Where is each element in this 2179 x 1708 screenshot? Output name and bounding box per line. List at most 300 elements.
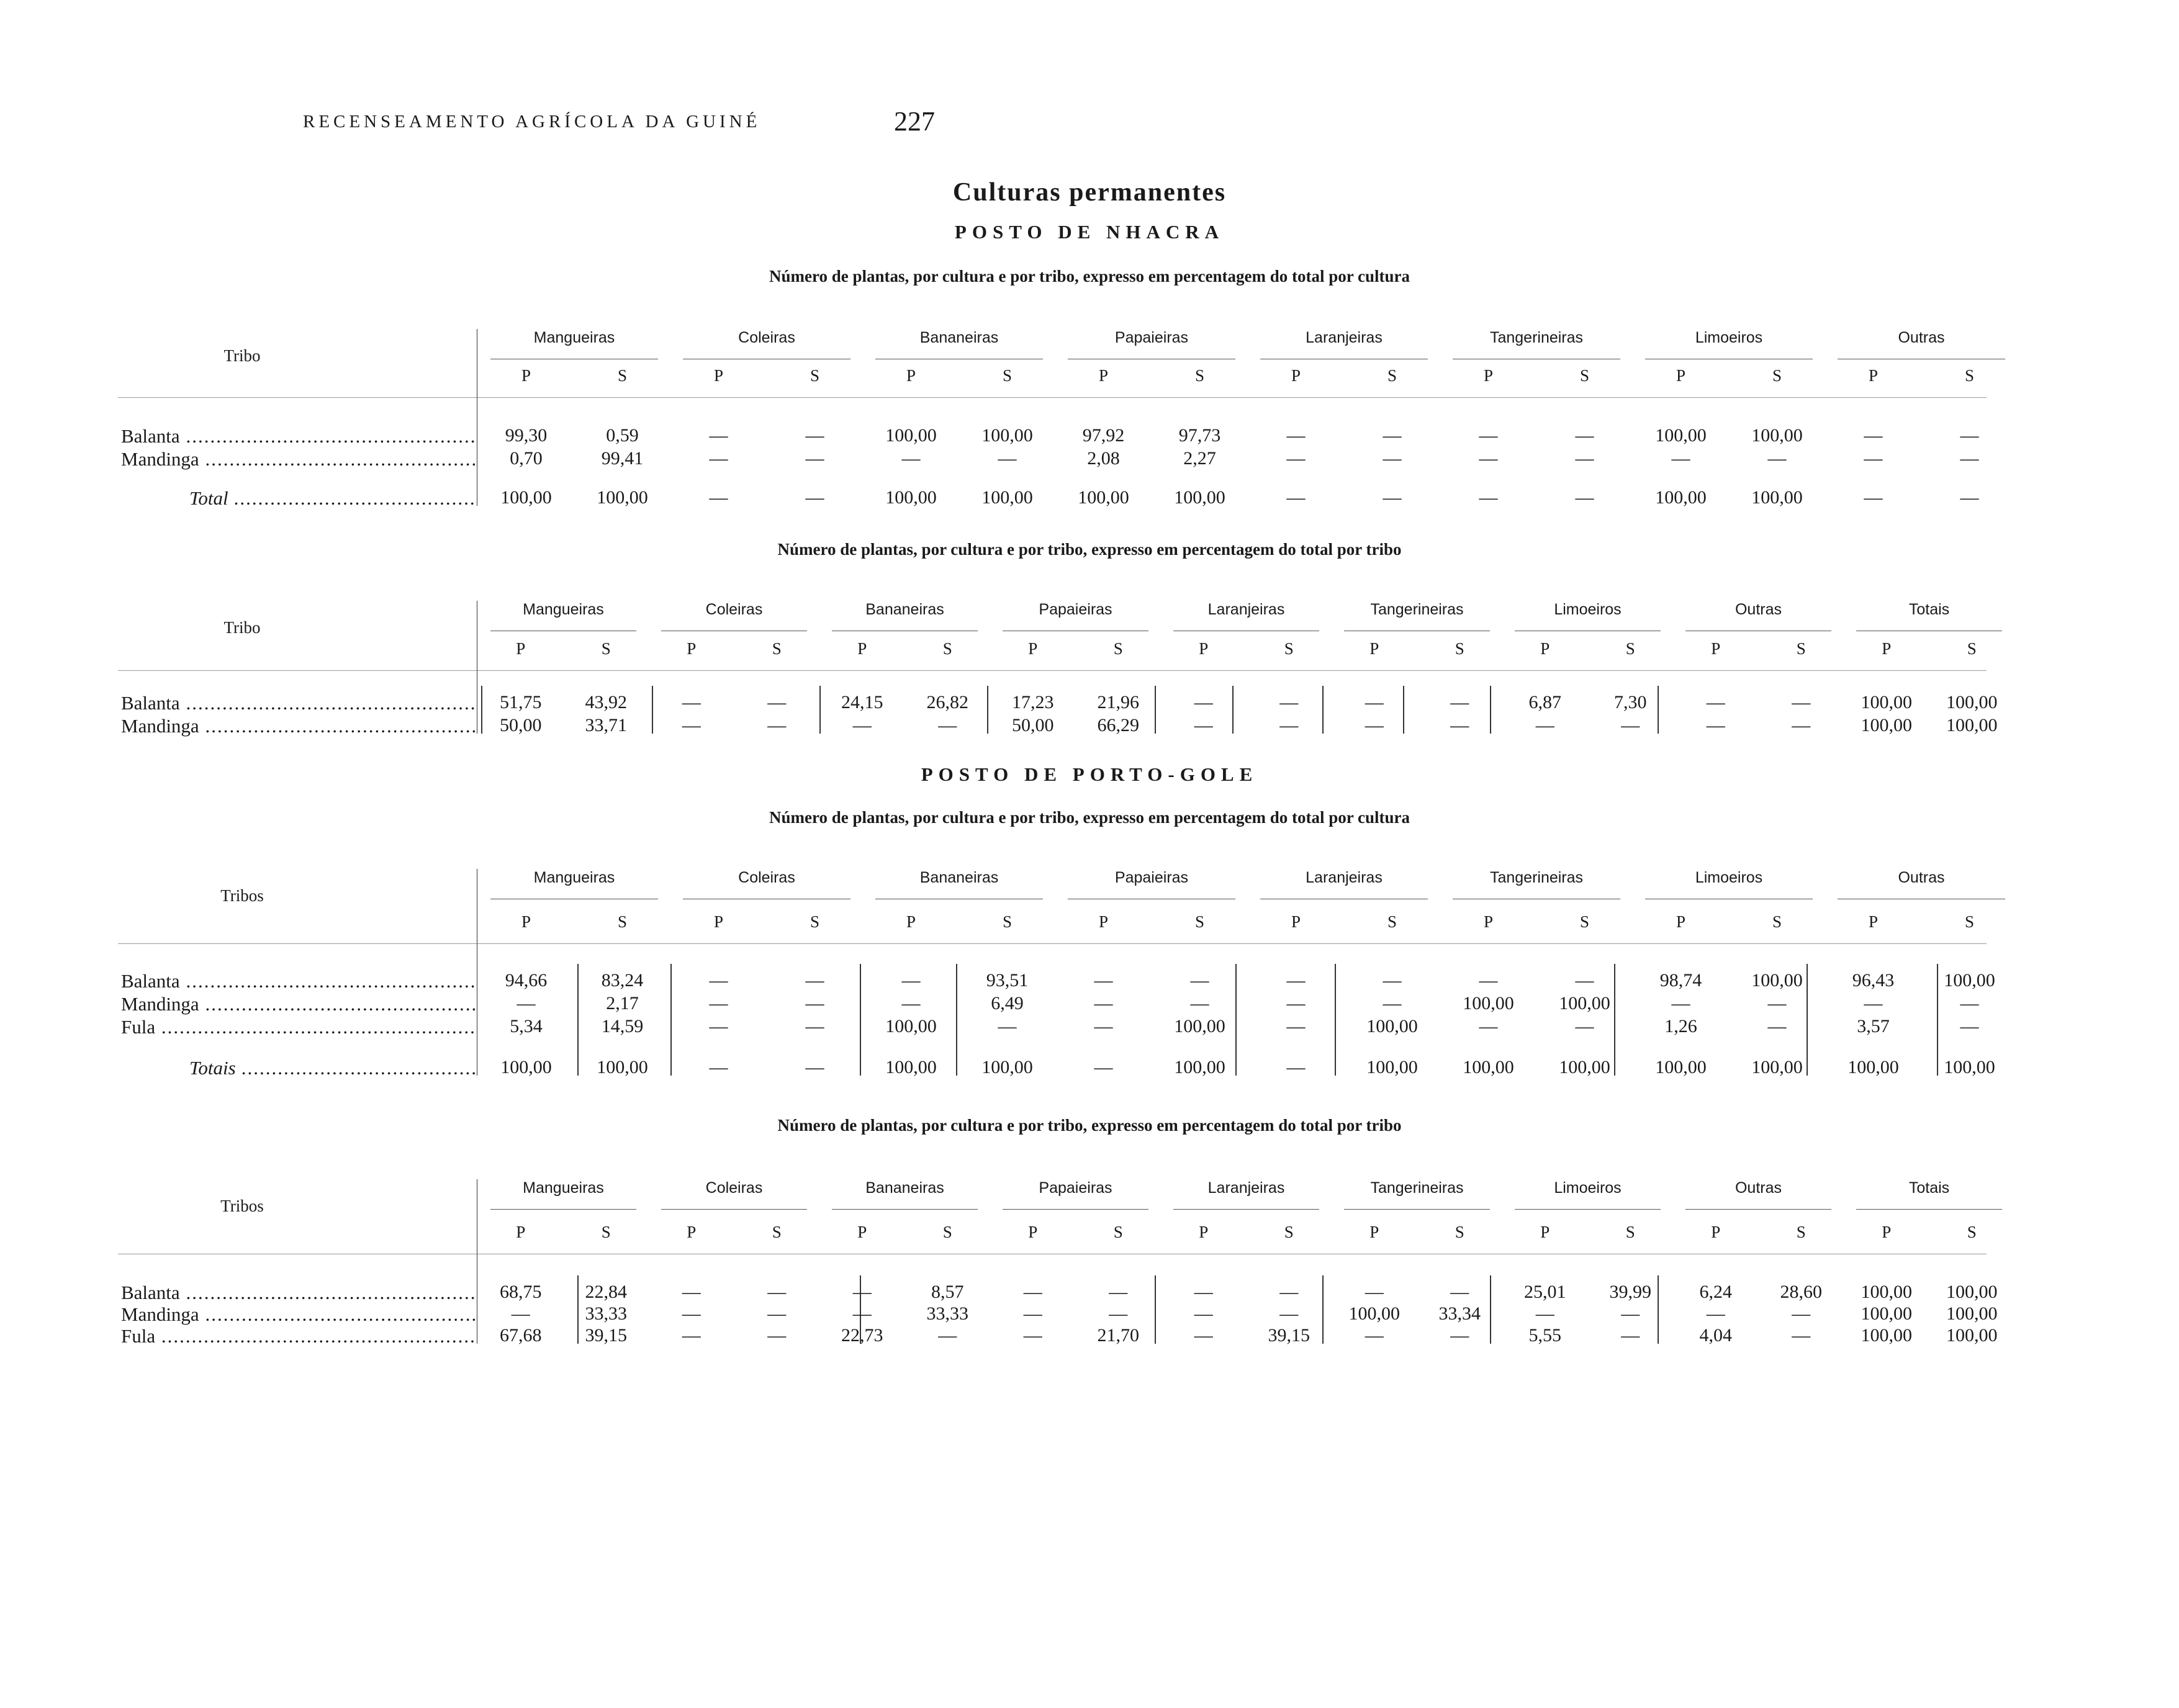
table-cell: — [682, 1282, 701, 1302]
p-header: P [687, 1223, 697, 1241]
table-cell: — [998, 1016, 1017, 1036]
table-cell: — [1279, 692, 1299, 712]
table-cell: 0,70 [510, 448, 543, 469]
s-header: S [1625, 639, 1635, 658]
table-cell: — [1190, 970, 1209, 991]
table-cell: — [1023, 1325, 1042, 1346]
p-header: P [1676, 366, 1686, 385]
table-cell: — [1094, 993, 1113, 1014]
table-cell: — [1365, 1282, 1384, 1302]
p-header: P [1098, 912, 1109, 931]
header-bottom-rule [118, 670, 1987, 671]
table-cell: — [709, 448, 728, 469]
row-label: Mandinga ..... [121, 1303, 475, 1326]
table-cell: — [1094, 970, 1113, 991]
s-header: S [810, 912, 820, 931]
table-cell: — [767, 715, 787, 735]
s-header: S [1455, 639, 1464, 658]
table-cell: — [1109, 1282, 1128, 1302]
table-cell: 7,30 [1614, 692, 1647, 712]
table-cell: — [1621, 1303, 1640, 1324]
p-header: P [1199, 639, 1209, 658]
table-cell: 43,92 [585, 692, 627, 712]
table-cell: 100,00 [1174, 1057, 1225, 1077]
s-header: S [1113, 639, 1123, 658]
tribo-header: Tribos [220, 1197, 264, 1215]
table-cell: 96,43 [1852, 970, 1895, 991]
table-cell: 100,00 [1078, 487, 1129, 508]
table-cell: — [1671, 993, 1690, 1014]
table-cell: — [767, 1282, 787, 1302]
table-cell: 28,60 [1780, 1282, 1822, 1302]
table-cell: — [1279, 1303, 1299, 1324]
table-cell: 100,00 [1348, 1303, 1400, 1324]
table-cell: 39,15 [585, 1325, 627, 1346]
table-cell: — [901, 993, 921, 1014]
table-cell: — [767, 1325, 787, 1346]
table-cell: — [805, 993, 824, 1014]
table-cell: — [1706, 715, 1725, 735]
row-label: Mandinga ..... [121, 715, 475, 737]
culture-header: Laranjeiras [1207, 601, 1285, 618]
table-cell: — [709, 1016, 728, 1036]
table-cell: — [1450, 1325, 1469, 1346]
table-cell: — [1194, 715, 1213, 735]
table-cell: 68,75 [500, 1282, 542, 1302]
table-cell: 26,82 [926, 692, 968, 712]
culture-header: Papaieiras [1114, 869, 1189, 886]
table-cell: 100,00 [1366, 1016, 1418, 1036]
table-cell: 100,00 [1655, 487, 1707, 508]
row-label: Balanta ..... [121, 692, 475, 714]
table-cell: — [1621, 715, 1640, 735]
table-cell: 6,87 [1528, 692, 1561, 712]
table-cell: 2,17 [606, 993, 639, 1014]
s-header: S [942, 639, 952, 658]
table-cell: 100,00 [1751, 425, 1803, 446]
table-cell: 100,00 [1946, 692, 1998, 712]
table-cell: — [709, 487, 728, 508]
table-cell: — [1383, 970, 1402, 991]
header-rule [661, 1209, 807, 1210]
p-header: P [1882, 639, 1892, 658]
table-cell: — [1864, 448, 1883, 469]
table-cell: 100,00 [500, 1057, 552, 1077]
table-cell: — [1575, 970, 1594, 991]
culture-header: Papaieiras [1039, 601, 1112, 618]
table-cell: 5,55 [1528, 1325, 1561, 1346]
s-header: S [1002, 912, 1013, 931]
table-cell: — [1023, 1303, 1042, 1324]
table-cell: 99,30 [505, 425, 548, 446]
row-label: Balanta ..... [121, 1282, 475, 1304]
culture-header: Limoeiros [1554, 1179, 1622, 1197]
table-cell: — [1960, 993, 1979, 1014]
table-cell: — [1023, 1282, 1042, 1302]
s-header: S [1579, 912, 1590, 931]
culture-header: Laranjeiras [1207, 1179, 1285, 1197]
table-cell: 50,00 [500, 715, 542, 735]
table-cell: 100,00 [1861, 692, 1912, 712]
culture-header: Limoeiros [1695, 869, 1763, 886]
tribo-header: Tribo [223, 346, 261, 365]
p-header: P [1882, 1223, 1892, 1241]
table-cell: 100,00 [885, 425, 937, 446]
table-cell: — [1450, 1282, 1469, 1302]
p-header: P [1711, 1223, 1721, 1241]
s-header: S [810, 366, 820, 385]
table-cell: 100,00 [597, 1057, 648, 1077]
s-header: S [1194, 912, 1205, 931]
table-cell: — [1365, 692, 1384, 712]
table-cell: — [1767, 1016, 1787, 1036]
table-cell: — [767, 692, 787, 712]
p-header: P [1483, 366, 1494, 385]
table-cell: 22,73 [841, 1325, 883, 1346]
table-cell: 100,00 [1559, 1057, 1610, 1077]
header-rule [1685, 1209, 1831, 1210]
table-cell: 100,00 [597, 487, 648, 508]
table-cell: 100,00 [1861, 715, 1912, 735]
table-cell: 66,29 [1097, 715, 1139, 735]
s-header: S [1625, 1223, 1635, 1241]
table-cell: — [805, 970, 824, 991]
header-rule [832, 1209, 978, 1210]
table-cell: 100,00 [1944, 1057, 1995, 1077]
culture-header: Outras [1898, 329, 1945, 346]
header-rule [1344, 1209, 1490, 1210]
p-header: P [1028, 1223, 1038, 1241]
culture-header: Outras [1735, 1179, 1782, 1197]
table-cell: — [805, 487, 824, 508]
culture-header: Mangueiras [533, 869, 615, 886]
table-cell: — [1767, 993, 1787, 1014]
table-cell: 100,00 [885, 487, 937, 508]
p-header: P [1868, 912, 1879, 931]
table-cell: 100,00 [1861, 1303, 1912, 1324]
header-bottom-rule [118, 943, 1987, 944]
table-cell: 100,00 [1559, 993, 1610, 1014]
table-cell: 2,08 [1087, 448, 1120, 469]
table-cell: 97,73 [1178, 425, 1221, 446]
s-header: S [1772, 912, 1782, 931]
table-cell: — [682, 1303, 701, 1324]
row-label: Mandinga ..... [121, 993, 475, 1015]
row-label: Fula ..... [121, 1016, 475, 1038]
table-cell: — [1864, 425, 1883, 446]
table-cell: 33,33 [926, 1303, 968, 1324]
culture-header: Totais [1908, 601, 1950, 618]
table-cell: — [1575, 448, 1594, 469]
table-cell: — [1792, 692, 1811, 712]
p-header: P [687, 639, 697, 658]
table-cell: 2,27 [1183, 448, 1216, 469]
table-cell: — [1575, 487, 1594, 508]
culture-header: Mangueiras [533, 329, 615, 346]
table-cell: 21,96 [1097, 692, 1139, 712]
culture-header: Coleiras [738, 869, 795, 886]
table-cell: — [511, 1303, 530, 1324]
table-cell: 39,15 [1268, 1325, 1310, 1346]
table-cell: — [805, 425, 824, 446]
table-cell: — [1575, 1016, 1594, 1036]
table-cell: 100,00 [1944, 970, 1995, 991]
table-cell: — [1383, 425, 1402, 446]
table-cell: — [805, 1016, 824, 1036]
table-cell: 3,57 [1857, 1016, 1890, 1036]
table-cell: — [1383, 448, 1402, 469]
table-cell: — [1279, 715, 1299, 735]
table-cell: — [852, 1282, 872, 1302]
culture-header: Papaieiras [1039, 1179, 1112, 1197]
table-cell: — [1671, 448, 1690, 469]
row-label: Mandinga ..... [121, 448, 475, 470]
row-label: Balanta ..... [121, 970, 475, 992]
s-header: S [1967, 639, 1977, 658]
p-header: P [713, 366, 724, 385]
culture-header: Coleiras [738, 329, 795, 346]
table-cell: 1,26 [1664, 1016, 1697, 1036]
table-cell: — [1960, 448, 1979, 469]
s-header: S [1284, 639, 1294, 658]
p-header: P [713, 912, 724, 931]
table-cell: — [1535, 715, 1554, 735]
p-header: P [857, 1223, 867, 1241]
s-header: S [1387, 366, 1397, 385]
s-header: S [772, 1223, 782, 1241]
p-header: P [1868, 366, 1879, 385]
table-subtitle: Número de plantas, por cultura e por tribo, expresso em percentagem do total por cultura [769, 808, 1410, 827]
table-cell: 93,51 [986, 970, 1029, 991]
p-header: P [521, 912, 531, 931]
table-cell: 4,04 [1699, 1325, 1732, 1346]
table-cell: — [1706, 692, 1725, 712]
table-cell: 14,59 [601, 1016, 644, 1036]
row-label: Totais ..... [121, 1057, 475, 1079]
table-cell: — [998, 448, 1017, 469]
s-header: S [1796, 1223, 1806, 1241]
s-header: S [1002, 366, 1013, 385]
table-cell: — [1621, 1325, 1640, 1346]
s-header: S [601, 639, 611, 658]
p-header: P [1540, 639, 1550, 658]
s-header: S [772, 639, 782, 658]
table-cell: — [805, 448, 824, 469]
table-cell: 100,00 [885, 1057, 937, 1077]
table-cell: 100,00 [981, 1057, 1033, 1077]
table-cell: 6,24 [1699, 1282, 1732, 1302]
table-cell: 100,00 [1946, 1325, 1998, 1346]
culture-header: Outras [1735, 601, 1782, 618]
table-cell: 97,92 [1082, 425, 1125, 446]
table-cell: — [1365, 1325, 1384, 1346]
header-bottom-rule [118, 397, 1987, 398]
table-cell: 50,00 [1012, 715, 1054, 735]
table-cell: — [1792, 715, 1811, 735]
table-cell: — [1575, 425, 1594, 446]
tribo-header: Tribo [223, 618, 261, 637]
row-label: Total ..... [121, 487, 475, 510]
table-cell: — [709, 993, 728, 1014]
culture-header: Mangueiras [523, 1179, 604, 1197]
culture-header: Bananeiras [865, 601, 944, 618]
s-header: S [601, 1223, 611, 1241]
p-header: P [516, 639, 526, 658]
table-cell: — [1094, 1057, 1113, 1077]
table-cell: — [1194, 1325, 1213, 1346]
header-rule [1003, 1209, 1148, 1210]
p-header: P [1291, 366, 1301, 385]
p-header: P [857, 639, 867, 658]
table-cell: 25,01 [1524, 1282, 1566, 1302]
culture-header: Totais [1908, 1179, 1950, 1197]
table-cell: — [767, 1303, 787, 1324]
culture-header: Laranjeiras [1306, 869, 1383, 886]
table-cell: 94,66 [505, 970, 548, 991]
table-cell: 100,00 [1861, 1325, 1912, 1346]
table-cell: — [1479, 448, 1498, 469]
s-header: S [617, 366, 628, 385]
table-cell: 33,34 [1438, 1303, 1481, 1324]
table-cell: — [1960, 487, 1979, 508]
table-cell: — [1792, 1325, 1811, 1346]
table-cell: 100,00 [1463, 1057, 1514, 1077]
table-cell: — [1194, 1303, 1213, 1324]
table-cell: — [1094, 1016, 1113, 1036]
table-cell: — [1286, 993, 1306, 1014]
s-header: S [1194, 366, 1205, 385]
table-cell: 98,74 [1659, 970, 1702, 991]
table-cell: — [901, 970, 921, 991]
table-cell: 100,00 [1946, 1282, 1998, 1302]
table-cell: 100,00 [981, 487, 1033, 508]
table-cell: 100,00 [1463, 993, 1514, 1014]
table-cell: 100,00 [1847, 1057, 1899, 1077]
p-header: P [906, 912, 916, 931]
row-label: Balanta ..... [121, 425, 475, 447]
table-cell: — [1194, 1282, 1213, 1302]
table-cell: 100,00 [1366, 1057, 1418, 1077]
p-header: P [1369, 639, 1379, 658]
table-cell: 100,00 [1655, 425, 1707, 446]
p-header: P [1676, 912, 1686, 931]
culture-header: Coleiras [705, 1179, 763, 1197]
culture-header: Tangerineiras [1489, 329, 1584, 346]
table-subtitle: Número de plantas, por cultura e por tribo, expresso em percentagem do total por cultura [769, 267, 1410, 285]
posto-title: POSTO DE NHACRA [954, 221, 1225, 243]
table-cell: — [1479, 487, 1498, 508]
page-title: Culturas permanentes [952, 178, 1227, 207]
table-cell: — [852, 1303, 872, 1324]
table-cell: — [709, 425, 728, 446]
table-cell: — [938, 715, 957, 735]
header-rule [1515, 1209, 1661, 1210]
header-rule [490, 1209, 636, 1210]
table-cell: 51,75 [500, 692, 542, 712]
table-cell: — [1479, 970, 1498, 991]
table-cell: — [1479, 425, 1498, 446]
culture-header: Laranjeiras [1306, 329, 1383, 346]
table-cell: 67,68 [500, 1325, 542, 1346]
table-cell: — [1383, 487, 1402, 508]
table-cell: 83,24 [601, 970, 644, 991]
table-cell: 100,00 [500, 487, 552, 508]
table-cell: — [1286, 425, 1306, 446]
table-cell: — [1286, 487, 1306, 508]
table-cell: — [1286, 1057, 1306, 1077]
table-cell: 100,00 [1946, 715, 1998, 735]
tribo-header: Tribos [220, 886, 264, 905]
table-cell: 100,00 [1751, 970, 1803, 991]
table-cell: 33,71 [585, 715, 627, 735]
table-cell: 100,00 [1751, 487, 1803, 508]
p-header: P [516, 1223, 526, 1241]
s-header: S [1964, 912, 1975, 931]
table-cell: 100,00 [1174, 1016, 1225, 1036]
s-header: S [942, 1223, 952, 1241]
culture-header: Mangueiras [523, 601, 604, 618]
culture-header: Papaieiras [1114, 329, 1189, 346]
table-cell: — [1190, 993, 1209, 1014]
table-cell: — [517, 993, 536, 1014]
table-cell: 33,33 [585, 1303, 627, 1324]
p-header: P [906, 366, 916, 385]
table-cell: — [1767, 448, 1787, 469]
table-cell: — [1960, 425, 1979, 446]
culture-header: Limoeiros [1695, 329, 1763, 346]
header-rule [1856, 1209, 2002, 1210]
table-cell: 6,49 [991, 993, 1024, 1014]
culture-header: Bananeiras [919, 869, 999, 886]
table-cell: 100,00 [885, 1016, 937, 1036]
s-header: S [1455, 1223, 1464, 1241]
p-header: P [1711, 639, 1721, 658]
table-cell: — [805, 1057, 824, 1077]
row-label: Fula ..... [121, 1325, 475, 1347]
table-cell: — [1960, 1016, 1979, 1036]
s-header: S [1113, 1223, 1123, 1241]
table-cell: — [938, 1325, 957, 1346]
culture-header: Outras [1898, 869, 1945, 886]
running-head: RECENSEAMENTO AGRÍCOLA DA GUINÉ [303, 112, 761, 132]
table-cell: 100,00 [981, 425, 1033, 446]
culture-header: Tangerineiras [1370, 1179, 1464, 1197]
table-cell: — [1194, 692, 1213, 712]
table-cell: — [1286, 1016, 1306, 1036]
table-cell: — [1279, 1282, 1299, 1302]
table-cell: — [1365, 715, 1384, 735]
table-cell: — [1286, 448, 1306, 469]
header-rule [1173, 1209, 1319, 1210]
table-cell: 39,99 [1609, 1282, 1651, 1302]
table-cell: 17,23 [1012, 692, 1054, 712]
s-header: S [1967, 1223, 1977, 1241]
table-cell: — [1864, 993, 1883, 1014]
p-header: P [1483, 912, 1494, 931]
table-cell: — [1109, 1303, 1128, 1324]
p-header: P [1369, 1223, 1379, 1241]
table-cell: — [1535, 1303, 1554, 1324]
table-cell: — [1792, 1303, 1811, 1324]
table-cell: 24,15 [841, 692, 883, 712]
table-cell: 99,41 [601, 448, 644, 469]
table-cell: — [1383, 993, 1402, 1014]
table-cell: 21,70 [1097, 1325, 1139, 1346]
s-header: S [1387, 912, 1397, 931]
table-cell: 22,84 [585, 1282, 627, 1302]
table-cell: — [1706, 1303, 1725, 1324]
culture-header: Bananeiras [919, 329, 999, 346]
